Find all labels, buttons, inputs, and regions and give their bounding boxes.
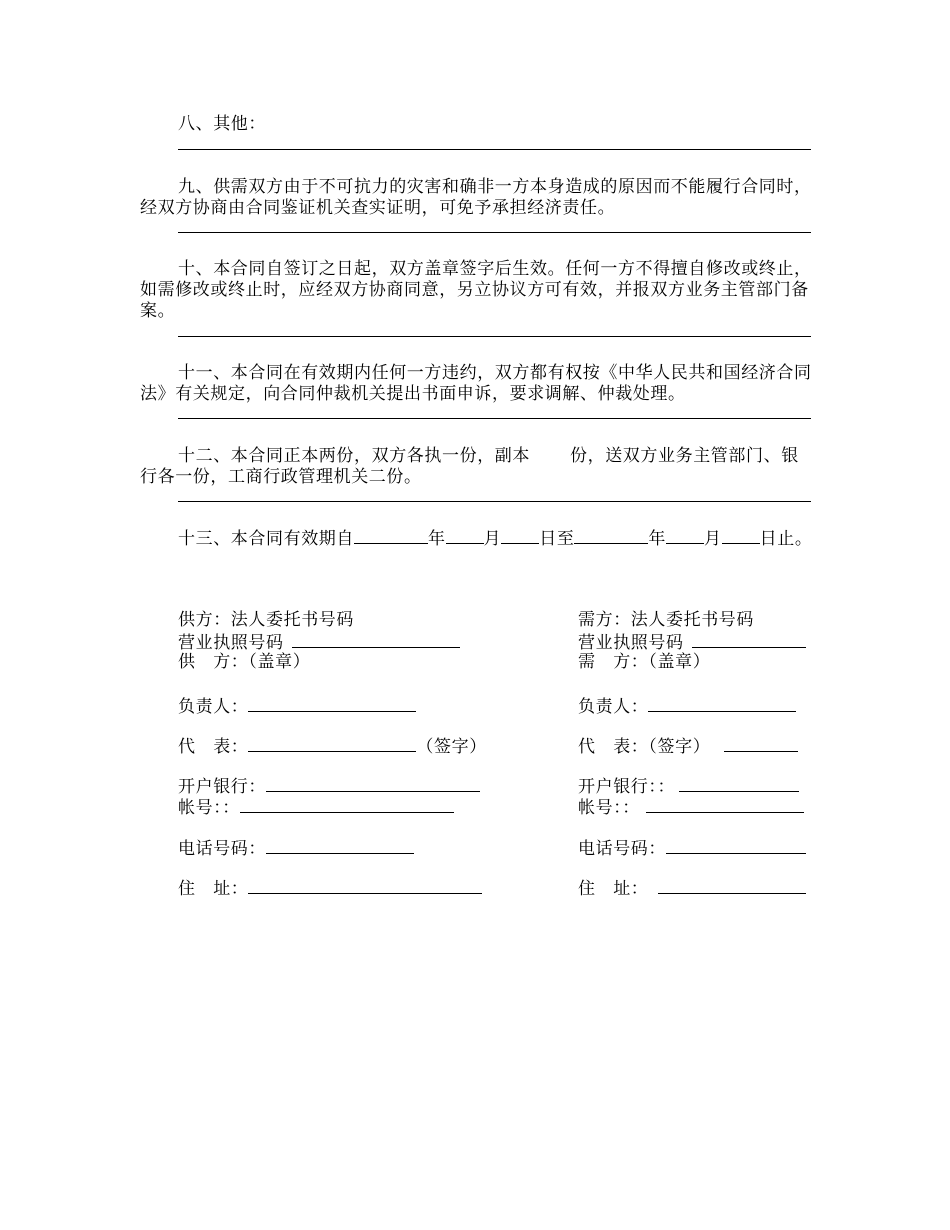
supplier-license-row xyxy=(178,631,460,654)
clause-11: 十一、本合同在有效期内任何一方违约，双方都有权按《中华人民共和国经济合同法》有关规定，向合同仲裁机关提出书面申诉，要求调解、仲裁处理。 xyxy=(140,363,812,404)
divider-rule xyxy=(178,149,811,150)
divider-rule xyxy=(178,418,811,419)
day-to-label: 日至 xyxy=(539,529,575,549)
buyer-address-label: 住 址： xyxy=(578,879,649,899)
supplier-person-row xyxy=(178,695,416,718)
buyer-bank-blank[interactable] xyxy=(679,775,799,792)
buyer-address-row xyxy=(578,877,806,900)
buyer-license-row xyxy=(578,631,806,654)
clause-12-part1: 十二、本合同正本两份，双方各执一份，副本 xyxy=(178,446,530,466)
clause-12 xyxy=(140,446,812,488)
month-label: 月 xyxy=(483,529,502,549)
divider-rule xyxy=(178,336,811,337)
start-year-blank[interactable] xyxy=(354,527,428,544)
buyer-party-seal: 需 方：（盖章） xyxy=(578,652,711,672)
clause-13-prefix: 十三、本合同有效期自 xyxy=(178,529,354,549)
start-month-blank[interactable] xyxy=(446,527,484,544)
supplier-phone-row xyxy=(178,837,414,860)
buyer-account-row xyxy=(578,796,804,819)
supplier-party-seal: 供 方：（盖章） xyxy=(178,652,311,672)
supplier-bank-row xyxy=(178,775,480,798)
supplier-license-label: 营业执照号码 xyxy=(178,633,284,653)
supplier-sign-note: （签字） xyxy=(416,737,487,757)
start-day-blank[interactable] xyxy=(501,527,539,544)
buyer-phone-label: 电话号码： xyxy=(578,839,666,859)
buyer-rep-label: 代 表：（签字） xyxy=(578,737,711,757)
supplier-phone-blank[interactable] xyxy=(266,837,414,854)
clause-10: 十、本合同自签订之日起，双方盖章签字后生效。任何一方不得擅自修改或终止，如需修改或终止时，应经双方协商同意，另立协议方可有效，并报双方业务主管部门备案。 xyxy=(140,259,812,321)
clause-12-part2: 份，送双方业务主管部门、银行各一份，工商行政管理机关二份。 xyxy=(140,446,799,487)
supplier-account-label: 帐号：： xyxy=(178,798,240,818)
year-label: 年 xyxy=(648,529,667,549)
buyer-bank-label: 开户银行：： xyxy=(578,777,676,797)
day-end-label: 日止。 xyxy=(759,529,813,549)
supplier-account-blank[interactable] xyxy=(240,796,454,813)
end-month-blank[interactable] xyxy=(666,527,704,544)
buyer-account-blank[interactable] xyxy=(646,796,804,813)
supplier-person-blank[interactable] xyxy=(248,695,416,712)
clause-13 xyxy=(178,527,812,550)
end-day-blank[interactable] xyxy=(722,527,760,544)
buyer-phone-row xyxy=(578,837,806,860)
supplier-bank-label: 开户银行： xyxy=(178,777,266,797)
buyer-license-blank[interactable] xyxy=(692,631,806,648)
supplier-account-row xyxy=(178,796,454,819)
supplier-phone-label: 电话号码： xyxy=(178,839,266,859)
supplier-address-label: 住 址： xyxy=(178,879,249,899)
clause-8: 八、其他： xyxy=(178,114,266,134)
supplier-bank-blank[interactable] xyxy=(266,775,480,792)
buyer-person-blank[interactable] xyxy=(648,695,796,712)
supplier-auth-no: 供方：法人委托书号码 xyxy=(178,610,354,630)
divider-rule xyxy=(178,501,811,502)
buyer-rep-blank[interactable] xyxy=(724,735,798,752)
supplier-address-blank[interactable] xyxy=(248,877,482,894)
buyer-bank-row xyxy=(578,775,799,798)
clause-9: 九、供需双方由于不可抗力的灾害和确非一方本身造成的原因而不能履行合同时，经双方协商由合同鉴证机关查实证明，可免予承担经济责任。 xyxy=(140,177,812,218)
end-year-blank[interactable] xyxy=(574,527,648,544)
supplier-person-label: 负责人： xyxy=(178,697,249,717)
buyer-auth-no: 需方：法人委托书号码 xyxy=(578,610,754,630)
buyer-person-row xyxy=(578,695,796,718)
buyer-address-blank[interactable] xyxy=(658,877,806,894)
supplier-rep-label: 代 表： xyxy=(178,737,249,757)
divider-rule xyxy=(178,232,811,233)
supplier-rep-blank[interactable] xyxy=(248,735,416,752)
supplier-rep-row xyxy=(178,735,487,758)
buyer-license-label: 营业执照号码 xyxy=(578,633,684,653)
year-label: 年 xyxy=(428,529,446,549)
buyer-phone-blank[interactable] xyxy=(666,837,806,854)
buyer-rep-row xyxy=(578,735,798,758)
buyer-account-label: 帐号：： xyxy=(578,798,640,818)
buyer-person-label: 负责人： xyxy=(578,697,649,717)
month-label: 月 xyxy=(704,529,722,549)
supplier-license-blank[interactable] xyxy=(292,631,460,648)
supplier-address-row xyxy=(178,877,482,900)
